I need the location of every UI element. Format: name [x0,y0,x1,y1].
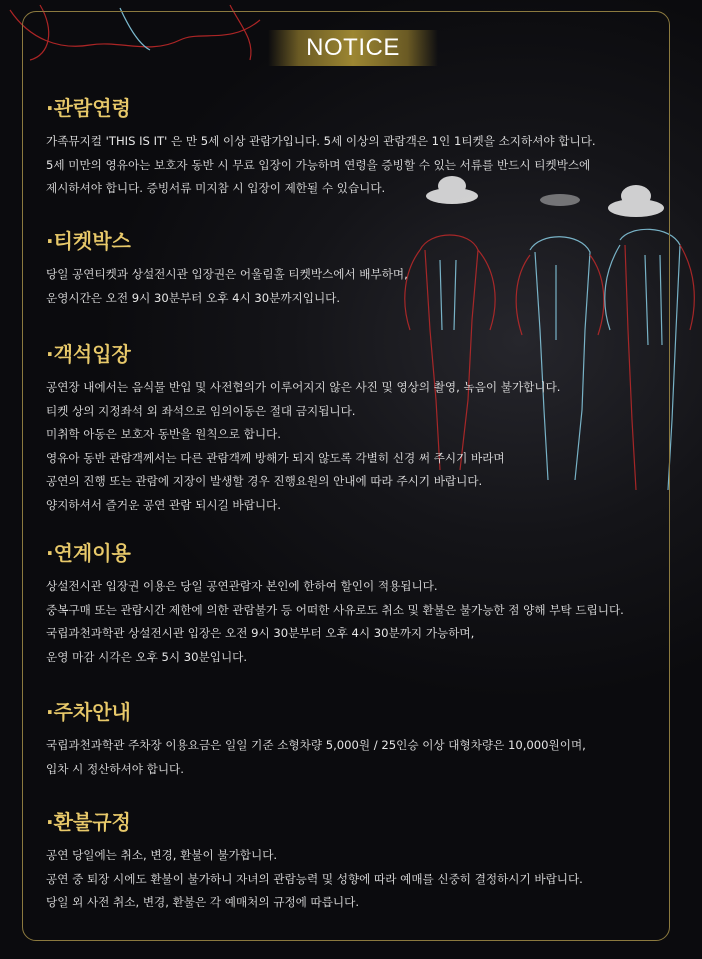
section-heading: ·관람연령 [46,96,131,120]
section-heading: ·티켓박스 [46,229,131,253]
section-line: 공연의 진행 또는 관람에 지장이 발생할 경우 진행요원의 안내에 따라 주시기 바랍니다. [46,474,483,488]
section-line: 국립과천과학관 상설전시관 입장은 오전 9시 30분부터 오후 4시 30분까지 가능하며, [46,626,475,640]
section-line: 가족뮤지컬 'THIS IS IT' 은 만 5세 이상 관람가입니다. 5세 이상의 관람객은 1인 1티켓을 소지하셔야 합니다. [46,134,596,148]
section-line: 당일 공연티켓과 상설전시관 입장권은 어울림홀 티켓박스에서 배부하며, [46,267,408,281]
section-age [46,96,646,201]
section-line: 미취학 아동은 보호자 동반을 원칙으로 합니다. [46,427,281,441]
section-line: 공연 당일에는 취소, 변경, 환불이 불가합니다. [46,848,278,862]
section-parking [46,700,646,781]
section-line: 중복구매 또는 관람시간 제한에 의한 관람불가 등 어떠한 사유로도 취소 및 환불은 불가능한 점 양해 부탁 드립니다. [46,602,624,617]
section-line: 티켓 상의 지정좌석 외 좌석으로 임의이동은 절대 금지됩니다. [46,403,356,418]
section-line: 공연장 내에서는 음식물 반입 및 사전협의가 이루어지지 않은 사진 및 영상의 촬영, 녹음이 불가합니다. [46,380,561,394]
section-line: 제시하셔야 합니다. 증빙서류 미지참 시 입장이 제한될 수 있습니다. [46,181,386,195]
section-linked-use [46,541,646,669]
section-refund [46,810,646,915]
section-line: 입차 시 정산하셔야 합니다. [46,761,184,776]
section-heading: ·주차안내 [46,700,131,724]
section-heading: ·환불규정 [46,810,131,834]
notice-title-banner [268,30,438,66]
section-heading: ·연계이용 [46,541,131,565]
section-line: 양지하셔서 즐거운 공연 관람 되시길 바랍니다. [46,497,281,512]
section-heading: ·객석입장 [46,342,131,366]
page-title: NOTICE [306,34,400,61]
section-line: 공연 중 퇴장 시에도 환불이 불가하니 자녀의 관람능력 및 성향에 따라 예매를 신중히 결정하시기 바랍니다. [46,871,583,886]
section-line: 5세 미만의 영유아는 보호자 동반 시 무료 입장이 가능하며 연령을 증빙할 수 있는 서류를 반드시 티켓박스에 [46,157,591,172]
section-line: 운영시간은 오전 9시 30분부터 오후 4시 30분까지입니다. [46,290,341,305]
section-line: 영유아 동반 관람객께서는 다른 관람객께 방해가 되지 않도록 각별히 신경 써 주시기 바라며 [46,450,505,465]
section-seating [46,342,646,517]
section-line: 상설전시관 입장권 이용은 당일 공연관람자 본인에 한하여 할인이 적용됩니다. [46,579,438,593]
section-line: 운영 마감 시각은 오후 5시 30분입니다. [46,649,248,664]
section-line: 국립과천과학관 주차장 이용요금은 일일 기준 소형차량 5,000원 / 25인승 이상 대형차량은 10,000원이며, [46,738,586,752]
section-ticketbox [46,229,646,310]
section-line: 당일 외 사전 취소, 변경, 환불은 각 예매처의 규정에 따릅니다. [46,895,360,909]
